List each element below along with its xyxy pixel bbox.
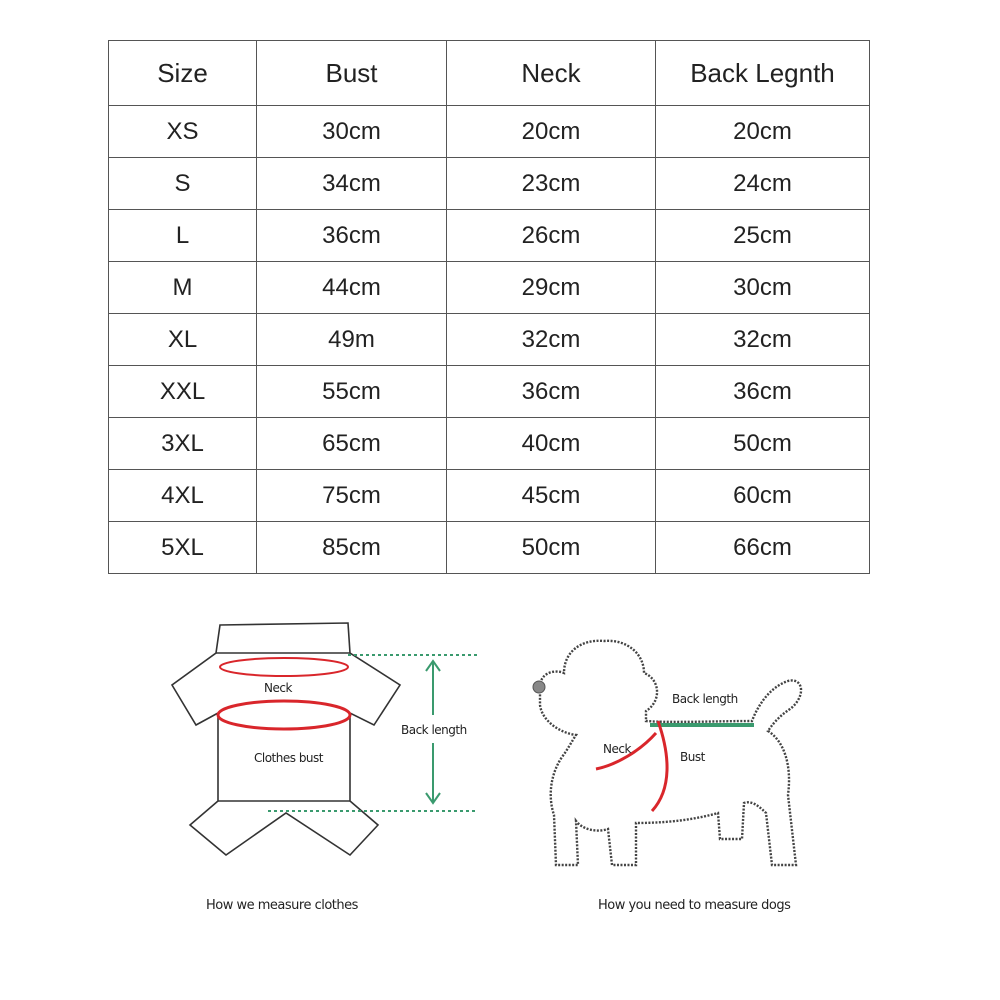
header-bust: Bust [257,41,447,106]
cell-back-length: 60cm [656,470,870,522]
dog-caption: How you need to measure dogs [598,898,791,913]
cell-back-length: 25cm [656,210,870,262]
clothes-neck-label: Neck [264,681,292,695]
cell-bust: 49m [257,314,447,366]
dog-bust-label: Bust [680,750,705,764]
cell-neck: 36cm [447,366,656,418]
table-row [109,522,870,574]
dog-nose [533,681,545,693]
cell-neck: 29cm [447,262,656,314]
cell-back-length: 50cm [656,418,870,470]
cell-neck: 23cm [447,158,656,210]
dog-diagram [520,625,820,885]
cell-back-length: 32cm [656,314,870,366]
table-row [109,210,870,262]
cell-neck: 32cm [447,314,656,366]
cell-size: L [109,210,257,262]
cell-back-length: 20cm [656,106,870,158]
header-neck: Neck [447,41,656,106]
clothes-back-length-label: Back length [401,723,467,737]
clothes-bust-label: Clothes bust [254,751,323,765]
cell-bust: 85cm [257,522,447,574]
cell-back-length: 24cm [656,158,870,210]
cell-bust: 30cm [257,106,447,158]
cell-size: XS [109,106,257,158]
dog-back-length-label: Back length [672,692,738,706]
dog-neck-label: Neck [603,742,631,756]
cell-size: 3XL [109,418,257,470]
cell-bust: 65cm [257,418,447,470]
clothes-caption: How we measure clothes [206,898,358,913]
cell-bust: 44cm [257,262,447,314]
cell-back-length: 66cm [656,522,870,574]
neck-measure-ellipse [220,658,348,676]
cell-back-length: 36cm [656,366,870,418]
header-back-length: Back Legnth [656,41,870,106]
table-row [109,158,870,210]
cell-neck: 50cm [447,522,656,574]
header-size: Size [109,41,257,106]
cell-size: M [109,262,257,314]
bust-measure-ellipse [218,701,350,729]
table-row [109,106,870,158]
table-row [109,314,870,366]
table-body [109,106,870,574]
cell-bust: 55cm [257,366,447,418]
clothes-diagram [160,615,490,875]
cell-neck: 40cm [447,418,656,470]
table-row [109,262,870,314]
table-header-row [109,41,870,106]
cell-size: 5XL [109,522,257,574]
cell-size: XL [109,314,257,366]
cell-neck: 26cm [447,210,656,262]
table-row [109,366,870,418]
cell-size: 4XL [109,470,257,522]
cell-neck: 45cm [447,470,656,522]
dog-outline [540,641,801,865]
size-chart-table [108,40,870,574]
cell-bust: 75cm [257,470,447,522]
cell-bust: 36cm [257,210,447,262]
cell-size: XXL [109,366,257,418]
cell-bust: 34cm [257,158,447,210]
cell-back-length: 30cm [656,262,870,314]
table-row [109,470,870,522]
table-row [109,418,870,470]
cell-size: S [109,158,257,210]
cell-neck: 20cm [447,106,656,158]
